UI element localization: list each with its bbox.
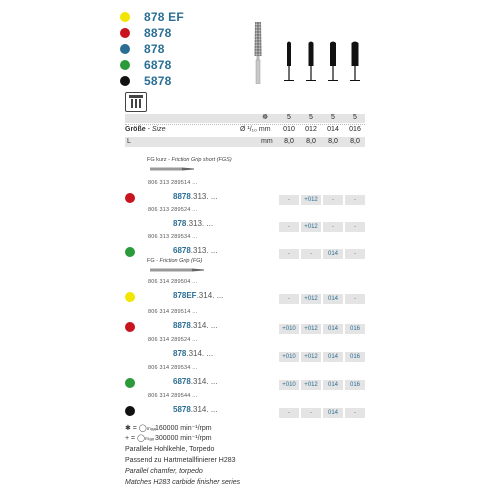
description-de-2: Passend zu Hartmetallfinierer H283 <box>125 457 236 464</box>
color-dot <box>125 322 135 332</box>
product-row <box>125 393 365 423</box>
pack-unit-icon: ☸ <box>262 114 269 121</box>
size-unit: Ø ¹/₁₀ mm <box>240 126 271 133</box>
size-cell: 014 <box>323 249 343 259</box>
size-cell: +012 <box>301 324 321 334</box>
size-cell: +010 <box>279 352 299 362</box>
row-divider <box>125 124 365 125</box>
diamond-bur-illustration <box>248 22 268 84</box>
product-row <box>125 337 365 367</box>
product-row <box>125 180 365 210</box>
size-cell: +010 <box>279 380 299 390</box>
size-cell: 014 <box>323 324 343 334</box>
size-cell: 014 <box>323 352 343 362</box>
color-dot <box>120 12 130 22</box>
color-dot <box>125 406 135 416</box>
reference-number: 806 314 289544 ... <box>148 393 198 399</box>
legend-code: 6878 <box>144 57 172 72</box>
description-de-1: Parallele Hohlkehle, Torpedo <box>125 446 215 453</box>
size-cell: 014 <box>323 380 343 390</box>
size-cell: +012 <box>301 294 321 304</box>
size-cell: - <box>279 408 299 418</box>
legend-item <box>120 56 172 73</box>
order-code: 878.314. ... <box>173 349 214 358</box>
length-label: L <box>127 138 131 145</box>
pack-value: 5 <box>331 114 335 121</box>
legend-code: 5878 <box>144 73 172 88</box>
size-cell: - <box>323 195 343 205</box>
description-en-1: Parallel chamfer, torpedo <box>125 468 203 475</box>
size-cell: - <box>279 249 299 259</box>
size-cell: - <box>279 294 299 304</box>
color-dot <box>120 76 130 86</box>
reference-number: 806 314 289514 ... <box>148 309 198 315</box>
size-cell: - <box>345 249 365 259</box>
bur-silhouette-016 <box>348 40 362 82</box>
legend-item <box>120 8 184 25</box>
speed-icon: + = ◯ₘₐₓ <box>125 435 155 442</box>
length-value: 8,0 <box>328 138 338 145</box>
size-cell: +012 <box>301 352 321 362</box>
length-unit: mm <box>261 138 273 145</box>
bur-silhouette-014 <box>326 40 340 82</box>
size-cell: - <box>279 222 299 232</box>
size-cell: 016 <box>345 352 365 362</box>
description-en-2: Matches H283 carbide finisher series <box>125 479 241 486</box>
length-value: 8,0 <box>284 138 294 145</box>
order-code: 8878.314. ... <box>173 321 218 330</box>
speed-text: 160000 min⁻¹/rpm <box>155 425 212 432</box>
order-code: 5878.314. ... <box>173 405 218 414</box>
order-code: 6878.313. ... <box>173 246 218 255</box>
size-value: 010 <box>283 126 295 133</box>
product-row <box>125 365 365 395</box>
order-code: 6878.314. ... <box>173 377 218 386</box>
pack-value: 5 <box>309 114 313 121</box>
size-value: 016 <box>349 126 361 133</box>
speed-line <box>125 424 212 432</box>
reference-number: 806 313 289514 ... <box>148 180 198 186</box>
size-cell: - <box>323 222 343 232</box>
reference-number: 806 313 289534 ... <box>148 234 198 240</box>
speed-line <box>125 434 212 442</box>
package-icon <box>125 92 147 112</box>
size-cell: 014 <box>323 408 343 418</box>
product-row <box>125 279 365 309</box>
length-value: 8,0 <box>350 138 360 145</box>
size-cell: 014 <box>323 294 343 304</box>
fg-shank-icon <box>150 266 206 274</box>
reference-number: 806 313 289524 ... <box>148 207 198 213</box>
color-dot <box>120 44 130 54</box>
size-cell: +012 <box>301 222 321 232</box>
pack-value: 5 <box>287 114 291 121</box>
color-dot <box>120 60 130 70</box>
section-label-fg: FG - Friction Grip (FG) <box>147 258 203 264</box>
reference-number: 806 314 289534 ... <box>148 365 198 371</box>
reference-number: 806 314 289504 ... <box>148 279 198 285</box>
legend-item <box>120 72 172 89</box>
section-label-fgs: FG kurz - Friction Grip short (FGS) <box>147 157 232 163</box>
product-row <box>125 309 365 339</box>
size-cell: +010 <box>279 324 299 334</box>
size-cell: 016 <box>345 324 365 334</box>
order-code: 8878.313. ... <box>173 192 218 201</box>
size-cell: - <box>345 195 365 205</box>
product-row <box>125 207 365 237</box>
legend-item <box>120 24 172 41</box>
color-dot <box>125 247 135 257</box>
reference-number: 806 314 289524 ... <box>148 337 198 343</box>
legend-code: 878 EF <box>144 9 184 24</box>
legend-code: 8878 <box>144 25 172 40</box>
order-code: 878EF.314. ... <box>173 291 224 300</box>
color-dot <box>125 193 135 203</box>
size-cell: - <box>279 195 299 205</box>
size-cell: - <box>345 294 365 304</box>
pack-value: 5 <box>353 114 357 121</box>
legend-item <box>120 40 165 57</box>
size-cell: - <box>301 408 321 418</box>
order-code: 878.313. ... <box>173 219 214 228</box>
size-cell: - <box>301 249 321 259</box>
size-label: Größe - Size <box>125 126 166 133</box>
speed-text: 300000 min⁻¹/rpm <box>155 435 212 442</box>
color-dot <box>120 28 130 38</box>
size-value: 012 <box>305 126 317 133</box>
color-dot <box>125 292 135 302</box>
length-value: 8,0 <box>306 138 316 145</box>
color-dot <box>125 378 135 388</box>
size-cell: - <box>345 408 365 418</box>
size-cell: 016 <box>345 380 365 390</box>
size-cell: - <box>345 222 365 232</box>
speed-icon: ✱ = ◯ₘₐₓ <box>125 425 156 432</box>
size-cell: +012 <box>301 380 321 390</box>
bur-silhouette-012 <box>304 40 318 82</box>
fgs-shank-icon <box>150 165 196 173</box>
size-value: 014 <box>327 126 339 133</box>
size-cell: +012 <box>301 195 321 205</box>
legend-code: 878 <box>144 41 165 56</box>
bur-silhouette-010 <box>282 40 296 82</box>
